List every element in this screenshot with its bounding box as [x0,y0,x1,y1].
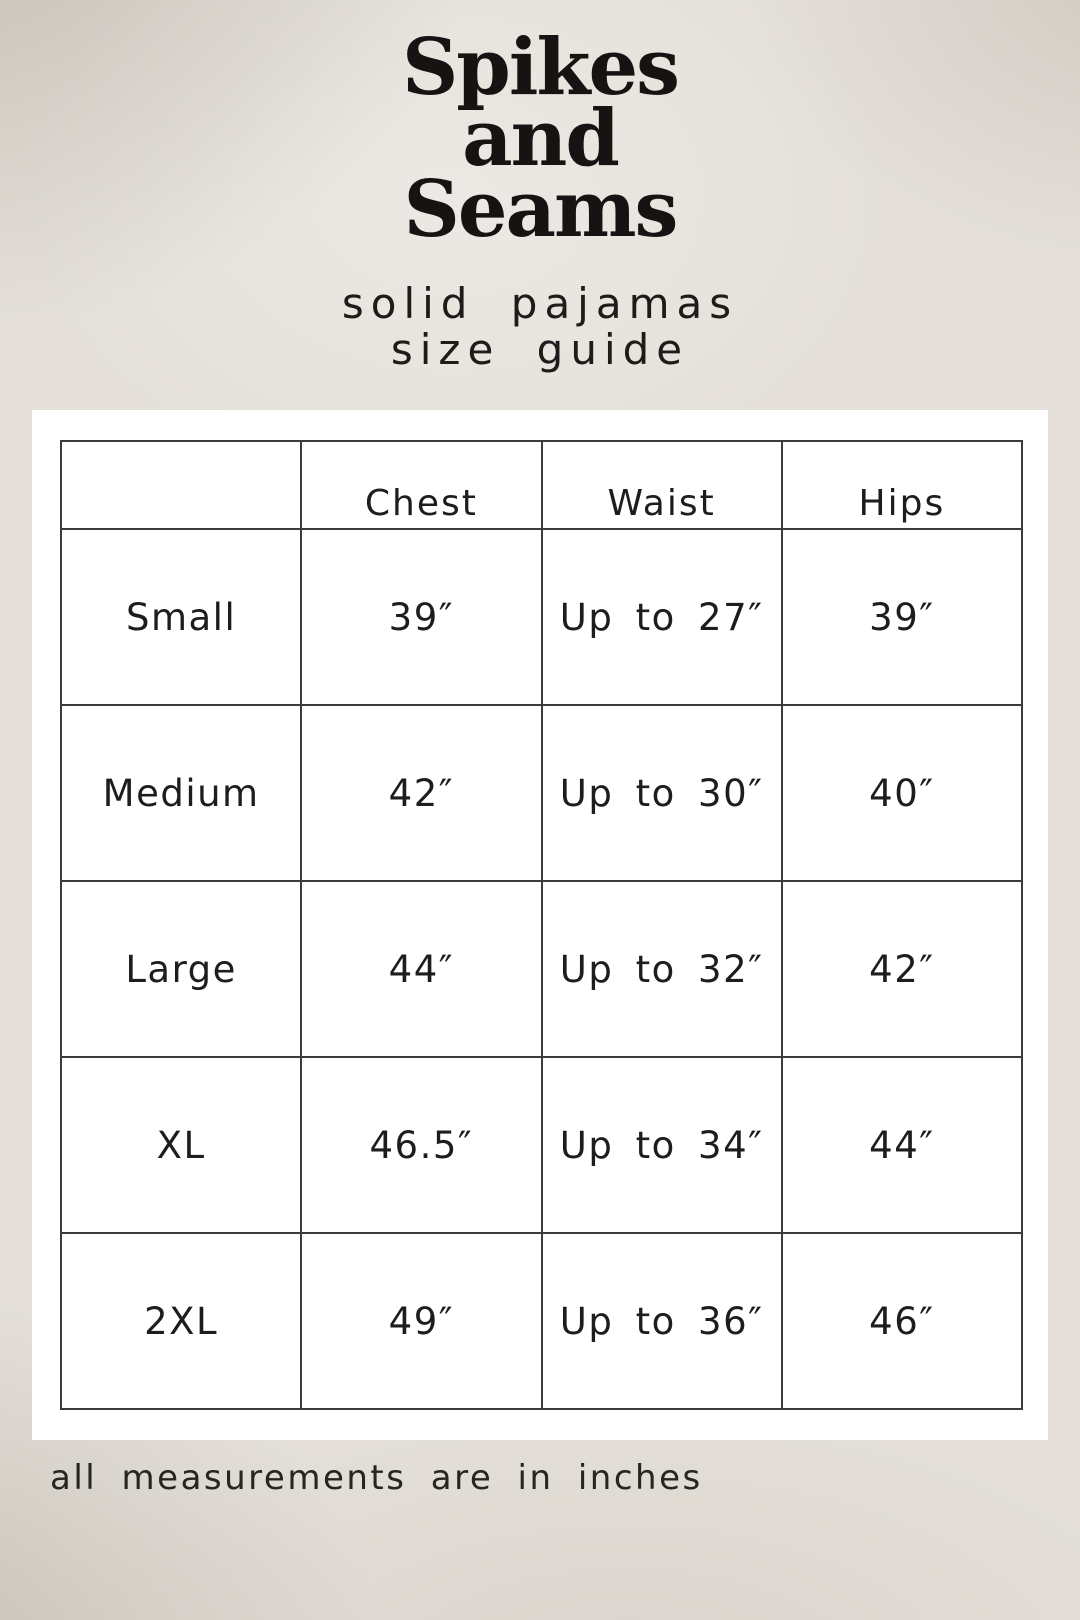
waist-value: Up to 36″ [542,1233,782,1409]
chest-value: 39″ [301,529,541,705]
header [0,0,1080,373]
measurements-note: all measurements are in inches [50,1458,703,1498]
brand-logo-line-1: Spikes [401,22,679,113]
hips-value: 44″ [782,1057,1022,1233]
waist-value: Up to 34″ [542,1057,782,1233]
brand-logo-line-3: Seams [403,164,677,255]
size-label: 2XL [61,1233,301,1409]
header-cell-size [61,441,301,529]
table-row-medium [61,705,1022,881]
waist-value: Up to 30″ [542,705,782,881]
size-label: Large [61,881,301,1057]
page-title-line-2: size guide [390,325,690,374]
hips-value: 40″ [782,705,1022,881]
page-title-line-1: solid pajamas [341,279,739,328]
table-row-large [61,881,1022,1057]
header-cell-chest: Chest [301,441,541,529]
header-cell-hips: Hips [782,441,1022,529]
size-table [60,440,1023,1410]
hips-value: 46″ [782,1233,1022,1409]
waist-value: Up to 32″ [542,881,782,1057]
brand-logo-line-2: and [462,93,618,184]
chest-value: 46.5″ [301,1057,541,1233]
hips-value: 39″ [782,529,1022,705]
table-header-row [61,441,1022,529]
table-row-small [61,529,1022,705]
size-guide-panel [32,410,1048,1440]
table-row-xl [61,1057,1022,1233]
hips-value: 42″ [782,881,1022,1057]
chest-value: 44″ [301,881,541,1057]
page-title [0,281,1080,373]
brand-logo [0,0,1080,255]
size-label: XL [61,1057,301,1233]
waist-value: Up to 27″ [542,529,782,705]
size-label: Medium [61,705,301,881]
chest-value: 49″ [301,1233,541,1409]
header-cell-waist: Waist [542,441,782,529]
size-label: Small [61,529,301,705]
chest-value: 42″ [301,705,541,881]
table-row-2xl [61,1233,1022,1409]
